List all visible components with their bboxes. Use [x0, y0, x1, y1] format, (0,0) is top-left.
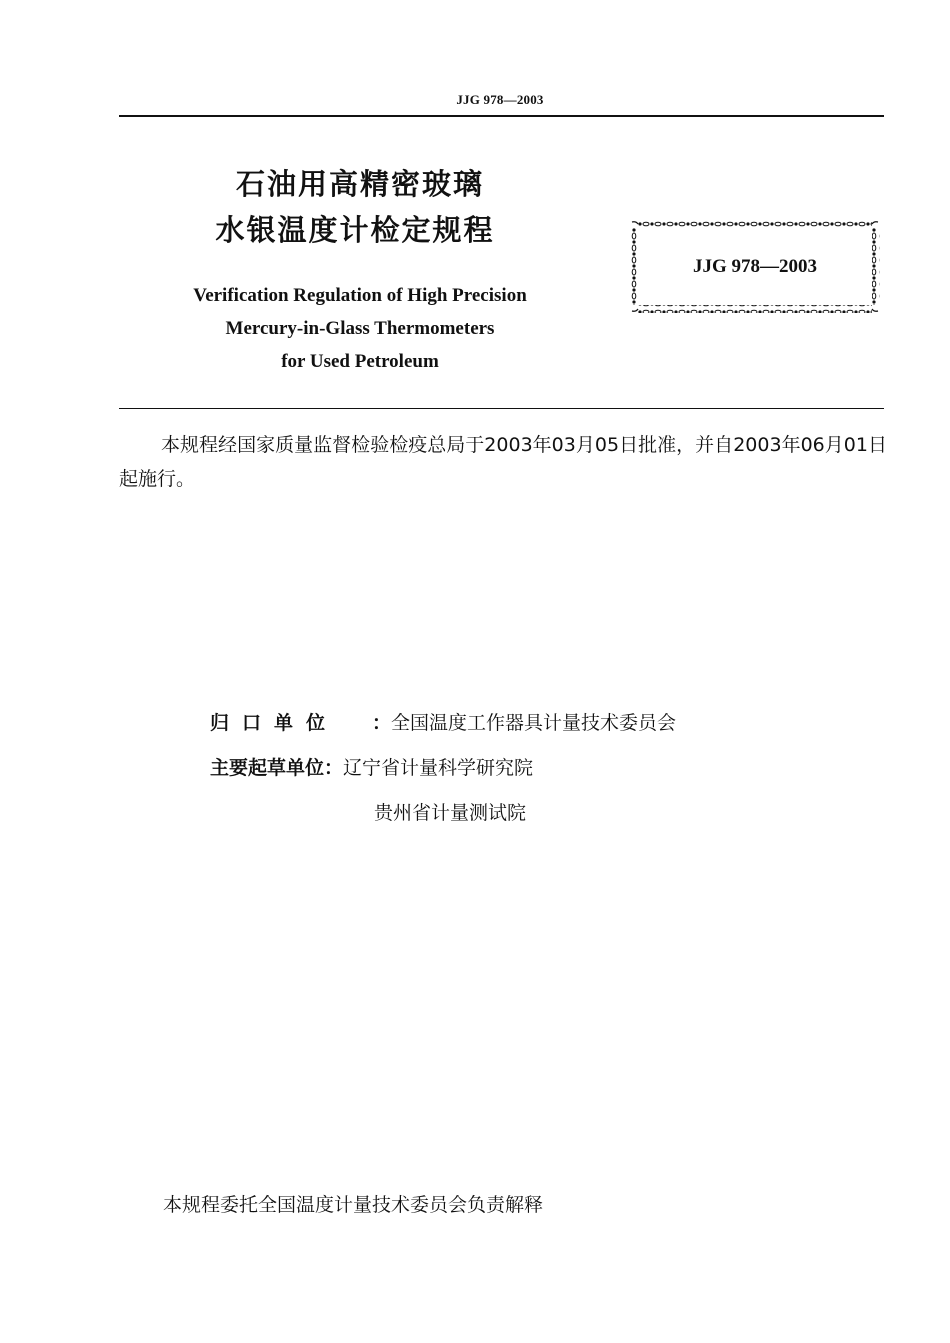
title-english-line-3: for Used Petroleum	[281, 351, 439, 372]
drafting-unit-row-2	[374, 798, 526, 825]
drafting-unit-value-2: 贵州省计量测试院	[374, 802, 527, 824]
responsible-unit-value: 全国温度工作器具计量技术委员会	[391, 712, 677, 734]
header-rule	[119, 115, 884, 117]
drafting-unit-row	[210, 753, 533, 780]
responsible-unit-label: 归口单位	[210, 712, 339, 734]
responsible-unit-colon: ：	[372, 712, 392, 734]
section-rule	[119, 408, 884, 409]
drafting-unit-colon: ：	[324, 757, 344, 779]
header-standard-code: JJG 978—2003	[456, 92, 544, 107]
drafting-unit-label: 主要起草单位	[210, 757, 325, 779]
title-english-line-2: Mercury-in-Glass Thermometers	[225, 318, 495, 339]
title-chinese-line-2: 水银温度计检定规程	[215, 213, 495, 247]
code-box-text: JJG 978—2003	[692, 256, 818, 277]
title-english-line-1: Verification Regulation of High Precision	[193, 285, 527, 306]
title-chinese-line-1: 石油用高精密玻璃	[235, 167, 484, 201]
standard-code-box	[630, 220, 880, 313]
approval-paragraph: 本规程经国家质量监督检验检疫总局于2003年03月05日批准，并自2003年06月01日起施行。	[119, 434, 887, 490]
interpretation-note: 本规程委托全国温度计量技术委员会负责解释	[163, 1194, 544, 1216]
responsible-unit-row	[210, 708, 676, 735]
drafting-unit-value-1: 辽宁省计量科学研究院	[343, 757, 534, 779]
